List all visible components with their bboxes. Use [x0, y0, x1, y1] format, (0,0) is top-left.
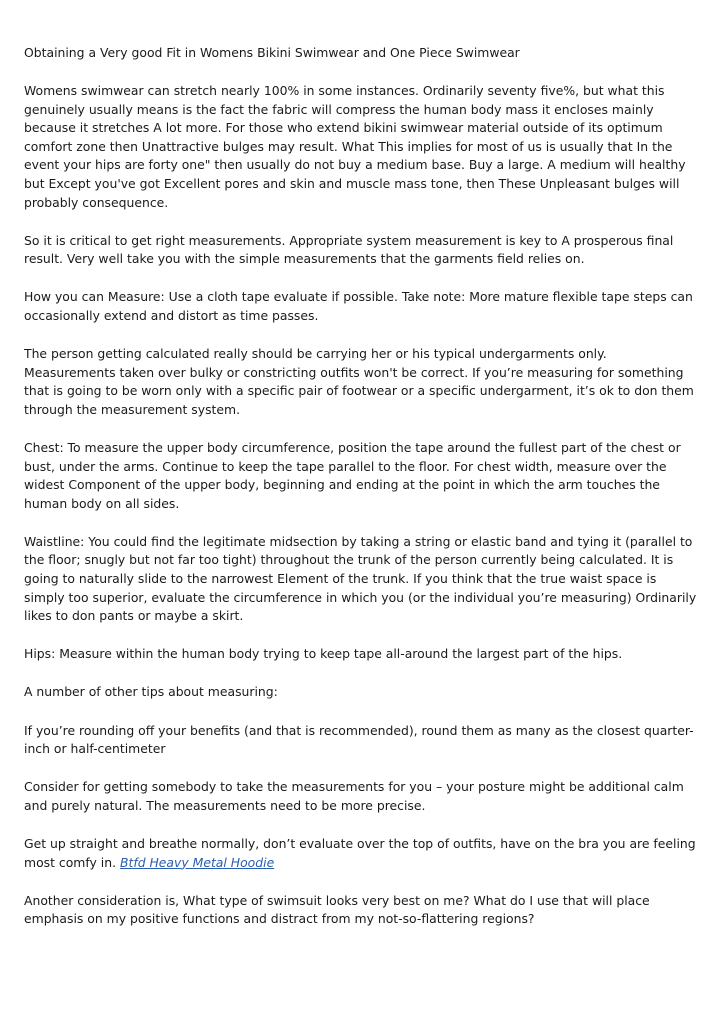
tip-text: Get up straight and breathe normally, don’t evaluate over the top of outfits, have on the bra you are feeling most comfy in. — [24, 835, 696, 870]
paragraph-how-to-measure: How you can Measure: Use a cloth tape evaluate if possible. Take note: More mature flexible tape steps can occasionally extend and distort as time passes. — [24, 289, 693, 324]
paragraph-rounding: If you’re rounding off your benefits (and that is recommended), round them as many as the closest quarter-inch or half-centimeter — [24, 722, 694, 757]
document-body — [24, 44, 698, 948]
document-title: Obtaining a Very good Fit in Womens Bikini Swimwear and One Piece Swimwear — [24, 45, 520, 60]
paragraph-hips: Hips: Measure within the human body trying to keep tape all-around the largest part of the hips. — [24, 646, 623, 662]
hoodie-link[interactable]: Btfd Heavy Metal Hoodie — [119, 854, 275, 870]
paragraph-closing: Another consideration is, What type of swimsuit looks very best on me? What do I use that will place emphasis on my positive functions and distract from my not-so-flattering regions? — [24, 892, 650, 927]
paragraph-waistline: Waistline: You could find the legitimate midsection by taking a string or elastic band and tying it (parallel to the floor; snugly but not far too tight) throughout the trunk of the person currently being calculated. It is going to naturally slide to the narrowest Element of the trunk. If you think that the true waist space is simply too superior, evaluate the circumference in which you (or the individual you’re measuring) Ordinarily likes to don pants or maybe a skirt. — [24, 533, 697, 624]
paragraph-stand-straight — [24, 835, 698, 872]
paragraph-undergarments: The person getting calculated really should be carrying her or his typical undergarments only. Measurements taken over bulky or constricting outfits won't be correct. If you’re measuring for something that is going to be worn only with a specific pair of footwear or a specific undergarment, it’s ok to don them through the measurement system. — [24, 346, 694, 417]
paragraph-other-tips: A number of other tips about measuring: — [24, 684, 278, 700]
paragraph-measurements: So it is critical to get right measurements. Appropriate system measurement is key to A prosperous final result. Very well take you with the simple measurements that the garments field relies on. — [24, 232, 674, 267]
paragraph-chest: Chest: To measure the upper body circumference, position the tape around the fullest part of the chest or bust, under the arms. Continue to keep the tape parallel to the floor. For chest width, measure over the widest Component of the upper body, beginning and ending at the point in which the arm touches the human body on all sides. — [24, 440, 681, 511]
paragraph-someone-else: Consider for getting somebody to take the measurements for you – your posture might be additional calm and purely natural. The measurements need to be more precise. — [24, 779, 684, 813]
paragraph-stretch: Womens swimwear can stretch nearly 100% in some instances. Ordinarily seventy five%, but what this genuinely usually means is the fact the fabric will compress the human body mass it encloses mainly because it stretches A lot more. For those who extend bikini swimwear material outside of its optimum comfort zone then Unattractive bulges may result. What This implies for most of us is usually that In the event your hips are forty one" then usually do not buy a medium base. Buy a large. A medium will healthy but Except you've got Excellent pores and skin and muscle mass tone, then These Unpleasant bulges will probably consequence. — [24, 83, 686, 210]
